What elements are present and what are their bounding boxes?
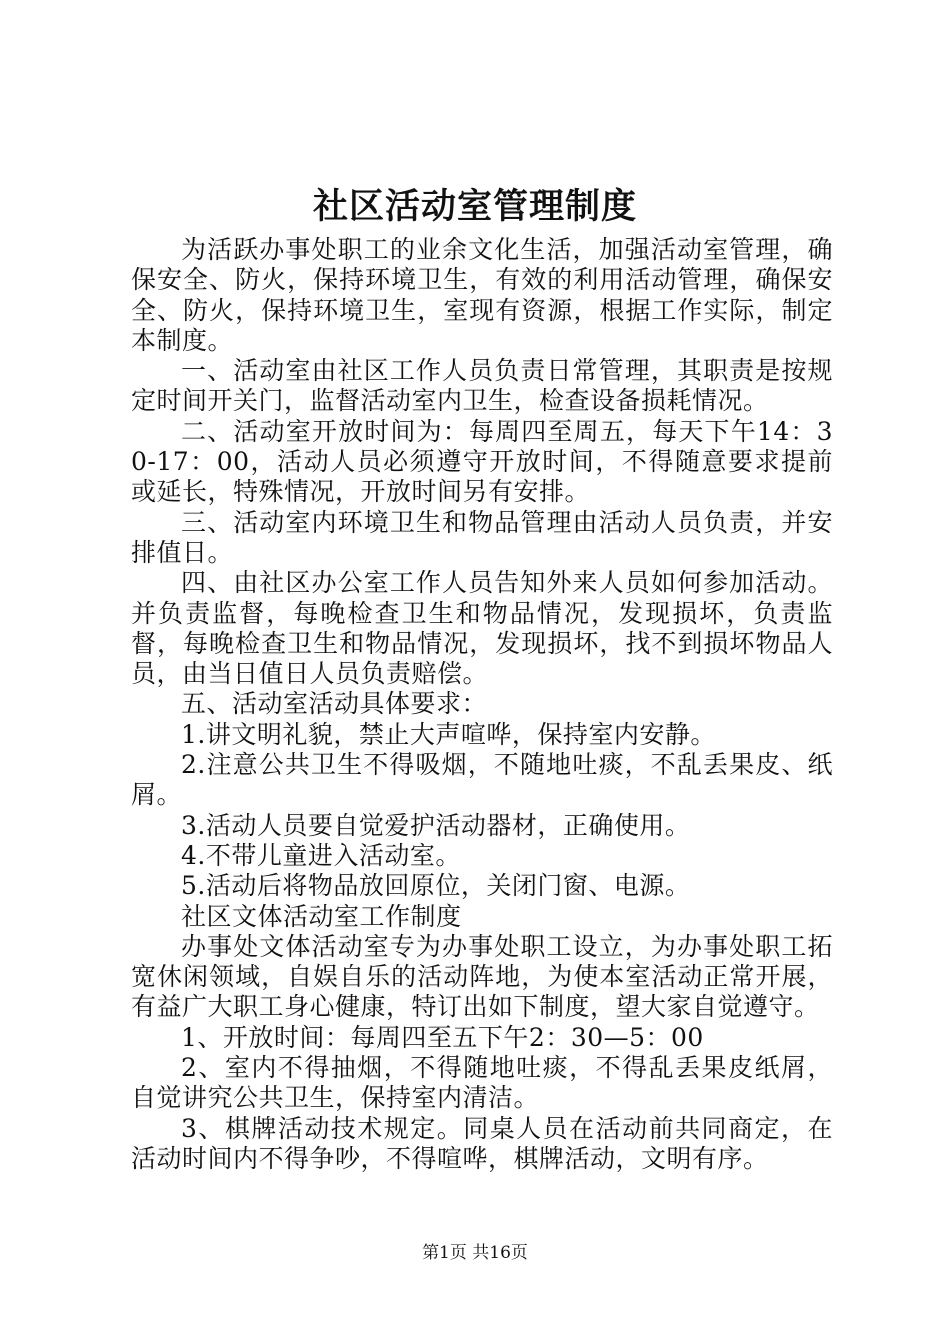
document-title: 社区活动室管理制度 bbox=[312, 186, 637, 227]
paragraph-section-intro: 办事处文体活动室专为办事处职工设立，为办事处职工拓宽休闲领域，自娱自乐的活动阵地，为使本室活动正常开展，有益广大职工身心健康，特订出如下制度，望大家自觉遵守。 bbox=[131, 931, 833, 1022]
page-number-footer: 第1页 共16页 bbox=[422, 1243, 528, 1263]
paragraph-intro: 为活跃办事处职工的业余文化生活，加强活动室管理，确保安全、防火，保持环境卫生，有效的利用活动管理，确保安全、防火，保持环境卫生，室现有资源，根据工作实际，制定本制度。 bbox=[131, 235, 833, 355]
paragraph-rule-4: 四、由社区办公室工作人员告知外来人员如何参加活动。并负责监督，每晚检查卫生和物品情况，发现损坏，负责监督，每晚检查卫生和物品情况，发现损坏，找不到损坏物品人员，由当日值日人员负责赔偿。 bbox=[131, 568, 833, 689]
list-item-requirement-4: 4.不带儿童进入活动室。 bbox=[181, 840, 461, 870]
list-item-section-rule-2: 2、室内不得抽烟，不得随地吐痰，不得乱丢果皮纸屑，自觉讲究公共卫生，保持室内清洁。 bbox=[131, 1053, 833, 1113]
list-item-requirement-3: 3.活动人员要自觉爱护活动器材，正确使用。 bbox=[181, 810, 691, 840]
list-item-requirement-5: 5.活动后将物品放回原位，关闭门窗、电源。 bbox=[181, 871, 691, 901]
list-item-requirement-2: 2.注意公共卫生不得吸烟，不随地吐痰，不乱丢果皮、纸屑。 bbox=[131, 750, 833, 810]
list-item-requirement-1: 1.讲文明礼貌，禁止大声喧哗，保持室内安静。 bbox=[181, 719, 716, 749]
paragraph-rule-2: 二、活动室开放时间为：每周四至周五，每天下午14：30-17：00，活动人员必须遵守开放时间，不得随意要求提前或延长，特殊情况，开放时间另有安排。 bbox=[131, 416, 833, 507]
list-item-section-rule-3: 3、棋牌活动技术规定。同桌人员在活动前共同商定，在活动时间内不得争吵，不得喧哗，棋牌活动，文明有序。 bbox=[131, 1113, 833, 1173]
paragraph-rule-5: 五、活动室活动具体要求： bbox=[181, 689, 488, 719]
section-heading: 社区文体活动室工作制度 bbox=[181, 901, 462, 931]
paragraph-rule-1: 一、活动室由社区工作人员负责日常管理，其职责是按规定时间开关门，监督活动室内卫生，检查设备损耗情况。 bbox=[131, 356, 833, 416]
document-body bbox=[131, 235, 833, 1174]
paragraph-rule-3: 三、活动室内环境卫生和物品管理由活动人员负责，并安排值日。 bbox=[131, 507, 833, 567]
list-item-section-rule-1: 1、开放时间：每周四至五下午2：30—5：00 bbox=[181, 1022, 704, 1052]
